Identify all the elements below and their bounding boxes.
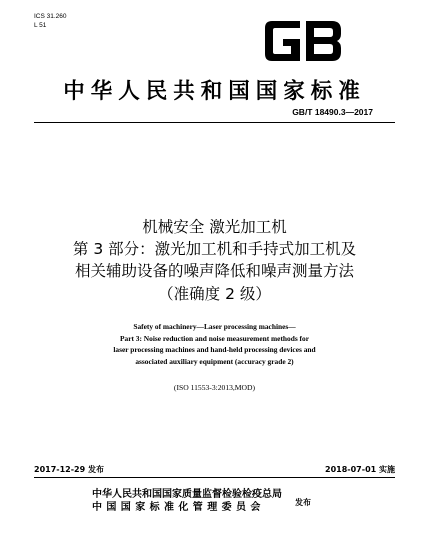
- top-divider: [34, 122, 395, 123]
- iso-reference: (ISO 11553-3:2013,MOD): [173, 383, 256, 392]
- title-en-line-2: Part 3: Noise reduction and noise measurement methods for: [120, 333, 309, 343]
- title-cn-line-3: 相关辅助设备的噪声降低和噪声测量方法: [74, 262, 354, 280]
- bottom-divider: [34, 477, 395, 478]
- standard-code: GB/T 18490.3—2017: [292, 107, 373, 117]
- ccs-code: L 51: [34, 22, 47, 29]
- implementation-date: 2018-07-01 实施: [325, 465, 395, 474]
- title-en: [0, 321, 429, 367]
- ics-code: ICS 31.260: [34, 13, 67, 20]
- issuer-sac: 中国国家标准化管理委员会: [92, 502, 265, 513]
- gb-logo: [262, 17, 344, 65]
- standard-category-title: 中华人民共和国国家标准: [63, 79, 366, 104]
- title-cn-line-4: （准确度 2 级）: [158, 285, 271, 303]
- title-cn-line-2: 第 3 部分：激光加工机和手持式加工机及: [72, 240, 357, 258]
- classification-codes: [34, 12, 67, 30]
- publish-label: 发布: [295, 498, 311, 507]
- issuing-organizations: [92, 488, 282, 514]
- title-en-line-3: laser processing machines and hand-held processing devices and: [113, 345, 316, 354]
- title-cn-line-1: 机械安全 激光加工机: [142, 218, 287, 236]
- issuer-aqsiq: 中华人民共和国国家质量监督检验检疫总局: [92, 489, 282, 500]
- issue-date: 2017-12-29 发布: [34, 465, 104, 474]
- title-en-line-1: Safety of machinery—Laser processing machines—: [133, 322, 296, 331]
- title-en-line-4: associated auxiliary equipment (accuracy grade 2): [135, 356, 294, 366]
